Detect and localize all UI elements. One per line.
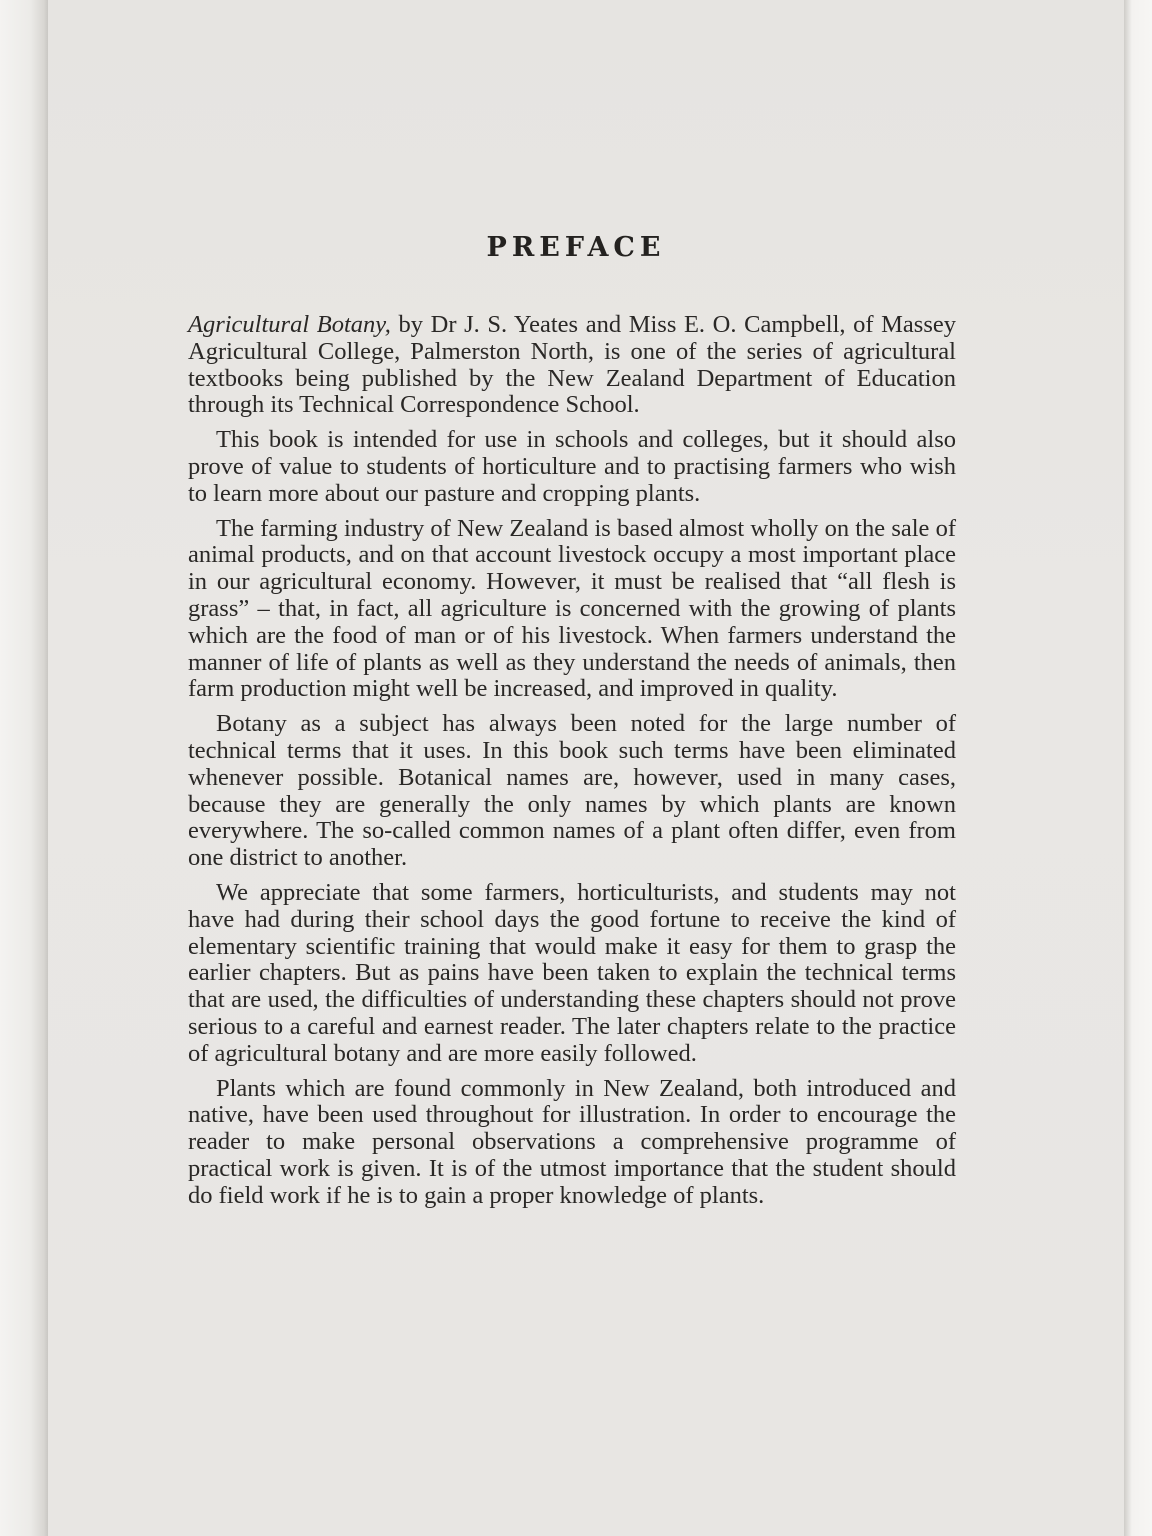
paragraph-4: Botany as a subject has always been noted for the large number of technical terms that it uses. In this book such terms have been eliminated whenever possible. Botanical names are, however, used in many cases, because they are generally the only names by which plants are known everywhere. The so-called common names of a plant often differ, even from one district to another. — [188, 710, 956, 872]
paragraph-2: This book is intended for use in schools and colleges, but it should also prove of value to students of horticulture and to practising farmers who wish to learn more about our pasture and cropping plants. — [188, 426, 956, 507]
page-title: PREFACE — [486, 232, 666, 263]
book-title-italic: Agricultural Botany, — [188, 311, 391, 338]
page-stack-edge — [1124, 0, 1152, 1536]
paragraph-1 — [188, 312, 956, 419]
paragraph-3: The farming industry of New Zealand is based almost wholly on the sale of animal products, and on that account livestock occupy a most important place in our agricultural economy. However, it must be realised that “all flesh is grass” – that, in fact, all agriculture is concerned with the growing of plants which are the food of man or of his livestock. When farmers understand the manner of life of plants as well as they understand the needs of animals, then farm production might well be increased, and improved in quality. — [188, 514, 956, 703]
facing-page-edge — [0, 0, 48, 1536]
paragraph-6: Plants which are found commonly in New Zealand, both introduced and native, have been used throughout for illustration. In order to encourage the reader to make personal observations a comprehensive programme of practical work is given. It is of the utmost importance that the student should do field work if he is to gain a proper knowledge of plants. — [188, 1074, 956, 1209]
paragraph-5: We appreciate that some farmers, horticulturists, and students may not have had during their school days the good fortune to receive the kind of elementary scientific training that would make it easy for them to grasp the earlier chapters. But as pains have been taken to explain the technical terms that are used, the difficulties of understanding these chapters should not prove serious to a careful and earnest reader. The later chapters relate to the practice of agricultural botany and are more easily followed. — [188, 878, 956, 1067]
preface-body — [188, 312, 956, 1210]
paragraph-1-text: by Dr J. S. Yeates and Miss E. O. Campbell, of Massey Agricultural College, Palmerston North, is one of the series of agricultural textbooks being published by the New Zealand Department of Education through its Technical Correspondence School. — [188, 311, 956, 419]
